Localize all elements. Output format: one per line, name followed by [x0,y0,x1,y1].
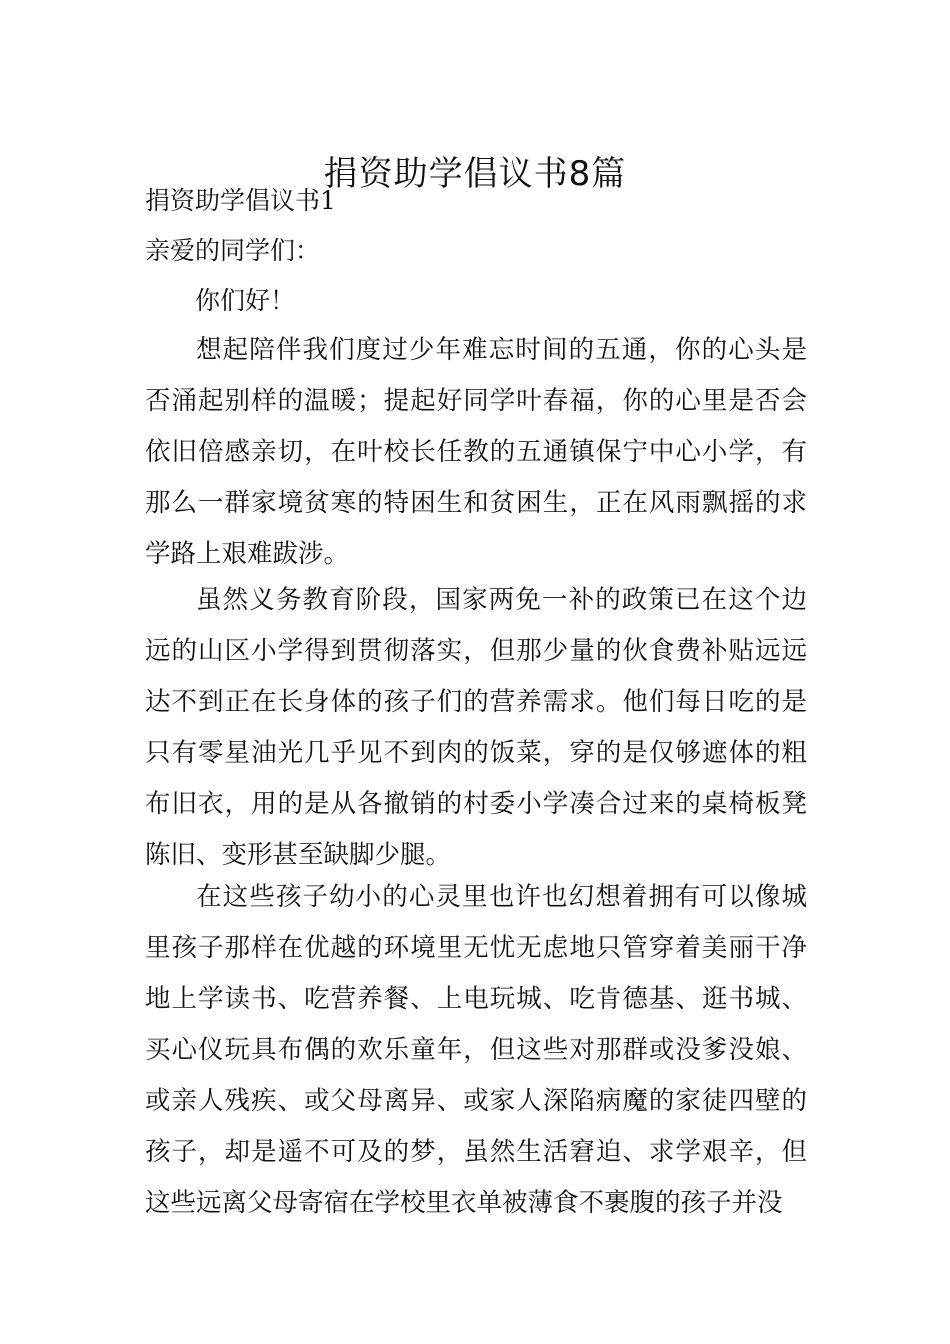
paragraph-1: 想起陪伴我们度过少年难忘时间的五通，你的心头是否涌起别样的温暖；提起好同学叶春福，你的心里是否会依旧倍感亲切，在叶校长任教的五通镇保宁中心小学，有那么一群家境贫寒的特困生和贫困生，正在风雨飘摇的求学路上艰难跋涉。 [145,335,807,569]
paragraph-3: 在这些孩子幼小的心灵里也许也幻想着拥有可以像城里孩子那样在优越的环境里无忧无虑地只管穿着美丽干净地上学读书、吃营养餐、上电玩城、吃肯德基、逛书城、买心仪玩具布偶的欢乐童年，但这些对那群或没爹没娘、或亲人残疾、或父母离异、或家人深陷病魔的家徒四壁的孩子，却是遥不可及的梦，虽然生活窘迫、求学艰辛，但这些远离父母寄宿在学校里衣单被薄食不裹腹的孩子并没 [145,882,807,1218]
salutation: 亲爱的同学们： [145,236,321,265]
greeting: 你们好！ [195,286,296,315]
document-title: 捐资助学倡议书8篇 [323,153,627,194]
paragraph-2: 虽然义务教育阶段，国家两免一补的政策已在这个边远的山区小学得到贯彻落实，但那少量的伙食费补贴远远达不到正在长身体的孩子们的营养需求。他们每日吃的是只有零星油光几乎见不到肉的饭菜，穿的是仅够遮体的粗布旧衣，用的是从各撤销的村委小学凑合过来的桌椅板凳陈旧、变形甚至缺脚少腿。 [145,585,807,870]
section-heading: 捐资助学倡议书1 [145,186,336,215]
